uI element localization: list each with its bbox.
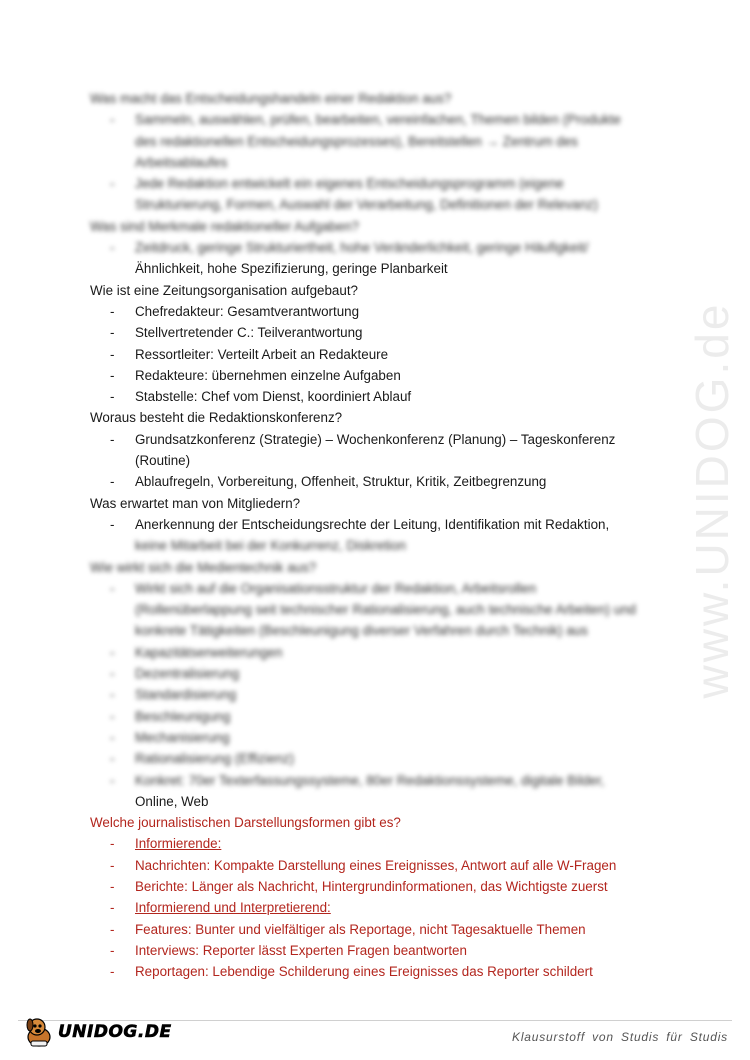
bullet-continuation <box>90 620 650 641</box>
bullet-dash: - <box>110 857 115 873</box>
bullet-item <box>90 471 650 492</box>
item-text: Beschleunigung <box>135 708 231 724</box>
question-heading: Wie ist eine Zeitungsorganisation aufgebaut? <box>90 282 358 298</box>
item-text: Nachrichten: Kompakte Darstellung eines Ereignisses, Antwort auf alle W-Fragen <box>135 857 617 873</box>
bullet-continuation <box>90 152 650 173</box>
bullet-dash: - <box>110 240 115 256</box>
bullet-item <box>90 429 650 450</box>
watermark: www.UNIDOG.de <box>686 301 738 699</box>
bullet-item <box>90 237 650 258</box>
item-text: keine Mitarbeit bei der Konkurrenz, Diskretion <box>135 538 406 554</box>
bullet-continuation <box>90 599 650 620</box>
item-text: Redakteure: übernehmen einzelne Aufgaben <box>135 367 401 383</box>
question-heading: Was sind Merkmale redaktioneller Aufgaben? <box>90 218 359 234</box>
bullet-dash: - <box>110 580 115 596</box>
bullet-continuation <box>90 131 650 152</box>
item-text: Mechanisierung <box>135 729 230 745</box>
bullet-dash: - <box>110 687 115 703</box>
bullet-dash: - <box>110 516 115 532</box>
logo-text: UNIDOG.DE <box>58 1022 172 1042</box>
bullet-item <box>90 301 650 322</box>
bullet-dash: - <box>110 964 115 980</box>
bullet-dash: - <box>110 431 115 447</box>
bullet-continuation <box>90 258 650 279</box>
bullet-dash: - <box>110 303 115 319</box>
bullet-item <box>90 578 650 599</box>
item-text: Standardisierung <box>135 687 237 703</box>
bullet-dash: - <box>110 474 115 490</box>
bullet-item <box>90 344 650 365</box>
bullet-item <box>90 770 650 791</box>
bullet-dash: - <box>110 666 115 682</box>
question-heading: Welche journalistischen Darstellungsformen gibt es? <box>90 815 401 831</box>
unidog-logo <box>22 1012 172 1052</box>
item-text: des redaktionellen Entscheidungsprozesses), Bereitstellen → Zentrum des <box>135 133 578 149</box>
item-text: Arbeitsablaufes <box>135 154 228 170</box>
bullet-dash: - <box>110 921 115 937</box>
item-text: Reportagen: Lebendige Schilderung eines Ereignisses das Reporter schildert <box>135 964 593 980</box>
bullet-item <box>90 365 650 386</box>
bullet-item <box>90 748 650 769</box>
bullet-item <box>90 173 650 194</box>
item-text: konkrete Tätigkeiten (Beschleunigung diverser Verfahren durch Technik) aus <box>135 623 588 639</box>
bullet-dash: - <box>110 729 115 745</box>
item-text: Ressortleiter: Verteilt Arbeit an Redakteure <box>135 346 389 362</box>
item-text: Dezentralisierung <box>135 666 240 682</box>
bullet-dash: - <box>110 772 115 788</box>
bullet-item <box>90 727 650 748</box>
bullet-continuation <box>90 194 650 215</box>
bullet-item <box>90 663 650 684</box>
footer-tagline: Klausurstoff von Studis für Studis <box>512 1030 728 1044</box>
bullet-item <box>90 322 650 343</box>
item-text: Features: Bunter und vielfältiger als Reportage, nicht Tagesaktuelle Themen <box>135 921 586 937</box>
bullet-item <box>90 514 650 535</box>
question-heading: Woraus besteht die Redaktionskonferenz? <box>90 410 343 426</box>
item-text: Stabstelle: Chef vom Dienst, koordiniert Ablauf <box>135 389 412 405</box>
document-body <box>90 88 650 982</box>
question-heading: Wie wirkt sich die Medientechnik aus? <box>90 559 317 575</box>
item-text: (Routine) <box>135 453 191 469</box>
item-text: Konkret: 70er Texterfassungssysteme, 80er Redaktionssysteme, digitale Bilder, <box>135 772 605 788</box>
bullet-dash: - <box>110 836 115 852</box>
bullet-item <box>90 855 650 876</box>
item-text: Ähnlichkeit, hohe Spezifizierung, geringe Planbarkeit <box>135 261 448 277</box>
question-heading: Was macht das Entscheidungshandeln einer Redaktion aus? <box>90 91 452 106</box>
item-text: Sammeln, auswählen, prüfen, bearbeiten, vereinfachen, Themen bilden (Produkte <box>135 112 621 128</box>
item-text: Kapazitätserweiterungen <box>135 644 283 660</box>
bullet-dash: - <box>110 367 115 383</box>
item-text: Ablaufregeln, Vorbereitung, Offenheit, Struktur, Kritik, Zeitbegrenzung <box>135 474 547 490</box>
question-heading: Was erwartet man von Mitgliedern? <box>90 495 301 511</box>
bullet-dash: - <box>110 900 115 916</box>
bullet-dash: - <box>110 112 115 128</box>
bullet-dash: - <box>110 942 115 958</box>
item-text: Zeitdruck, geringe Strukturiertheit, hohe Veränderlichkeit, geringe Häufigkeit/ <box>135 240 589 256</box>
bullet-dash: - <box>110 644 115 660</box>
bullet-item <box>90 876 650 897</box>
bullet-dash: - <box>110 176 115 192</box>
item-text: Strukturierung, Formen, Auswahl der Verarbeitung, Definitionen der Relevanz) <box>135 197 598 213</box>
bullet-item <box>90 897 650 918</box>
bullet-dash: - <box>110 751 115 767</box>
bullet-item <box>90 961 650 982</box>
item-text: Stellvertretender C.: Teilverantwortung <box>135 325 363 341</box>
item-text: Wirkt sich auf die Organisationsstruktur der Redaktion, Arbeitsrollen <box>135 580 537 596</box>
bullet-item <box>90 109 650 130</box>
bullet-item <box>90 706 650 727</box>
item-text: Berichte: Länger als Nachricht, Hintergrundinformationen, das Wichtigste zuerst <box>135 878 608 894</box>
bullet-item <box>90 386 650 407</box>
bullet-item <box>90 833 650 854</box>
bullet-continuation <box>90 535 650 556</box>
item-text: Interviews: Reporter lässt Experten Fragen beantworten <box>135 942 467 958</box>
bullet-continuation <box>90 450 650 471</box>
bullet-dash: - <box>110 346 115 362</box>
item-text: Anerkennung der Entscheidungsrechte der Leitung, Identifikation mit Redaktion, <box>135 516 610 532</box>
item-text: Rationalisierung (Effizienz) <box>135 751 295 767</box>
item-text: (Rollenüberlappung seit technischer Rationalisierung, auch technische Arbeiten) und <box>135 602 636 618</box>
bullet-continuation <box>90 791 650 812</box>
item-text: Jede Redaktion entwickelt ein eigenes Entscheidungsprogramm (eigene <box>135 176 564 192</box>
bullet-item <box>90 642 650 663</box>
item-text: Informierend und Interpretierend: <box>135 900 331 916</box>
bullet-item <box>90 684 650 705</box>
bullet-dash: - <box>110 389 115 405</box>
item-text: Chefredakteur: Gesamtverantwortung <box>135 303 360 319</box>
dog-mascot-icon <box>22 1015 56 1049</box>
item-text: Online, Web <box>135 793 209 809</box>
item-text: Grundsatzkonferenz (Strategie) – Wochenkonferenz (Planung) – Tageskonferenz <box>135 431 616 447</box>
item-text: Informierende: <box>135 836 222 852</box>
bullet-item <box>90 940 650 961</box>
bullet-item <box>90 919 650 940</box>
bullet-dash: - <box>110 325 115 341</box>
bullet-dash: - <box>110 878 115 894</box>
bullet-dash: - <box>110 708 115 724</box>
